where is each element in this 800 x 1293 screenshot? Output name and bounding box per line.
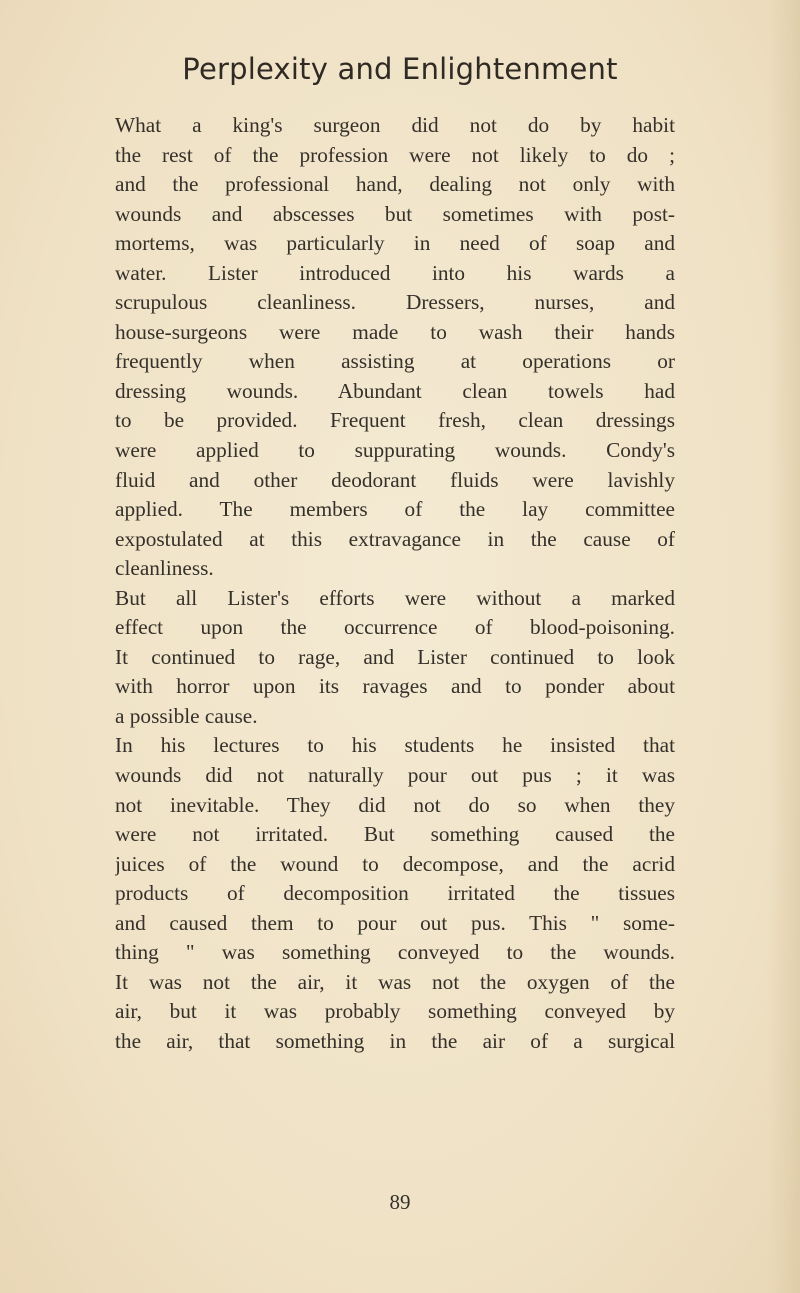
text-line: But all Lister's efforts were without a marked [115, 585, 675, 610]
text-line: were not irritated. But something caused the [115, 822, 675, 847]
text-line: products of decomposition irritated the tissues [115, 881, 675, 906]
text-line: frequently when assisting at operations or [115, 349, 675, 374]
text-line: juices of the wound to decompose, and the acrid [115, 851, 675, 876]
text-line: the air, that something in the air of a surgical [115, 1028, 675, 1053]
text-line: In his lectures to his students he insisted that [115, 733, 675, 758]
text-line: dressing wounds. Abundant clean towels had [115, 378, 675, 403]
text-line: mortems, was particularly in need of soap and [115, 231, 675, 256]
text-line: thing " was something conveyed to the wounds. [115, 940, 675, 965]
text-line: It continued to rage, and Lister continued to look [115, 644, 675, 669]
text-line: not inevitable. They did not do so when they [115, 792, 675, 817]
text-line: to be provided. Frequent fresh, clean dressings [115, 408, 675, 433]
text-line: were applied to suppurating wounds. Condy's [115, 438, 675, 463]
text-line: What a king's surgeon did not do by habit [115, 113, 675, 137]
text-line: It was not the air, it was not the oxygen of the [115, 969, 675, 994]
text-line: house-surgeons were made to wash their hands [115, 319, 675, 344]
text-line: air, but it was probably something conveyed by [115, 999, 675, 1024]
text-line-paragraph-end: cleanliness. [115, 556, 214, 581]
text-line: applied. The members of the lay committee [115, 497, 675, 522]
text-line: scrupulous cleanliness. Dressers, nurses, and [115, 290, 675, 315]
text-line: wounds and abscesses but sometimes with post- [115, 201, 675, 226]
text-line: expostulated at this extravagance in the cause of [115, 526, 675, 551]
text-line: and the professional hand, dealing not only with [115, 172, 675, 197]
text-line: fluid and other deodorant fluids were lavishly [115, 467, 675, 492]
text-line: water. Lister introduced into his wards a [115, 260, 675, 285]
running-head-title: Perplexity and Enlightenment [182, 52, 618, 86]
text-line: the rest of the profession were not likely to do ; [115, 142, 675, 167]
text-line: with horror upon its ravages and to ponder about [115, 674, 675, 699]
text-line-paragraph-end: a possible cause. [115, 703, 258, 728]
text-line: wounds did not naturally pour out pus ; it was [115, 763, 675, 788]
body-text [115, 111, 675, 1057]
page-number: 89 [389, 1190, 411, 1214]
text-line: effect upon the occurrence of blood-poisoning. [115, 615, 675, 640]
text-line: and caused them to pour out pus. This " some- [115, 910, 675, 935]
